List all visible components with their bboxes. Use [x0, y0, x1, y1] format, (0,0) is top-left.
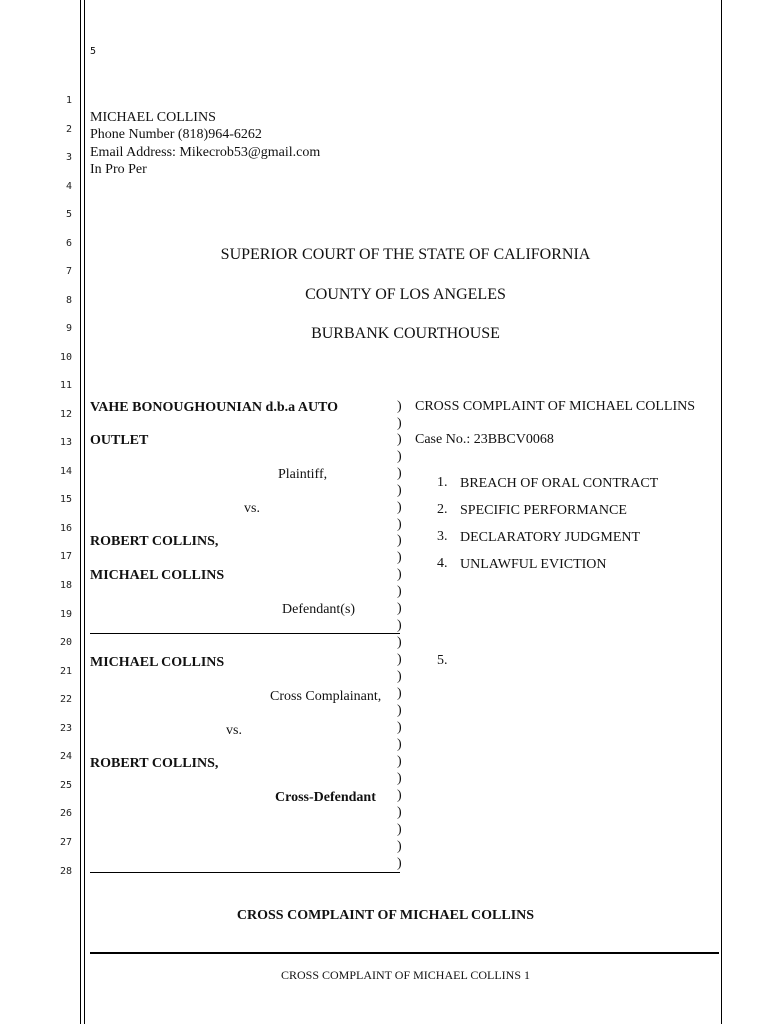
right-margin-rule — [721, 0, 722, 1024]
cause-text: SPECIFIC PERFORMANCE — [460, 503, 627, 518]
line-number: 17 — [59, 551, 72, 562]
caption-paren: ) — [397, 449, 402, 464]
caption-paren: ) — [397, 754, 402, 769]
line-number: 28 — [59, 866, 72, 877]
line-number: 8 — [65, 295, 72, 306]
left-margin-rule-inner — [84, 0, 85, 1024]
line-number: 9 — [65, 323, 72, 334]
line-number: 20 — [59, 637, 72, 648]
defendant-role: Defendant(s) — [282, 602, 356, 617]
line-number: 2 — [65, 124, 72, 135]
plaintiff-name-line1: VAHE BONOUGHOUNIAN d.b.a AUTO — [90, 400, 339, 415]
caption-paren: ) — [397, 567, 402, 582]
header-name: MICHAEL COLLINS — [90, 110, 216, 125]
caption-paren: ) — [397, 432, 402, 447]
court-courthouse: BURBANK COURTHOUSE — [311, 325, 500, 342]
caption-paren: ) — [397, 533, 402, 548]
cause-number: 4. — [437, 556, 448, 571]
line-number: 26 — [59, 808, 72, 819]
caption-paren: ) — [397, 703, 402, 718]
line-number: 16 — [59, 523, 72, 534]
cause-text: UNLAWFUL EVICTION — [460, 557, 607, 572]
line-number: 21 — [59, 666, 72, 677]
caption-paren: ) — [397, 517, 402, 532]
caption-paren: ) — [397, 416, 402, 431]
line-number: 18 — [59, 580, 72, 591]
versus-label: vs. — [244, 501, 260, 516]
line-number: 22 — [59, 694, 72, 705]
caption-paren: ) — [397, 584, 402, 599]
line-number: 14 — [59, 466, 72, 477]
cross-defendant-role: Cross-Defendant — [275, 790, 376, 805]
caption-paren: ) — [397, 737, 402, 752]
line-number: 6 — [65, 238, 72, 249]
line-number: 23 — [59, 723, 72, 734]
cause-number: 3. — [437, 529, 448, 544]
left-margin-rule-outer — [80, 0, 81, 1024]
line-number: 24 — [59, 751, 72, 762]
court-county: COUNTY OF LOS ANGELES — [305, 286, 506, 303]
line-number: 15 — [59, 494, 72, 505]
caption-paren: ) — [397, 720, 402, 735]
caption-bottom-rule — [90, 872, 400, 873]
caption-paren: ) — [397, 483, 402, 498]
caption-paren: ) — [397, 839, 402, 854]
caption-paren: ) — [397, 550, 402, 565]
cross-defendant-name: ROBERT COLLINS, — [90, 756, 219, 771]
page-marker: 5 — [90, 46, 97, 57]
caption-paren: ) — [397, 399, 402, 414]
caption-paren: ) — [397, 635, 402, 650]
header-phone: Phone Number (818)964-6262 — [90, 127, 262, 142]
header-email: Email Address: Mikecrob53@gmail.com — [90, 145, 321, 160]
footer-text: CROSS COMPLAINT OF MICHAEL COLLINS 1 — [280, 968, 531, 982]
caption-paren: ) — [397, 805, 402, 820]
case-number: Case No.: 23BBCV0068 — [415, 432, 554, 447]
caption-paren: ) — [397, 686, 402, 701]
caption-paren: ) — [397, 652, 402, 667]
line-number: 12 — [59, 409, 72, 420]
cause-number: 1. — [437, 475, 448, 490]
caption-paren: ) — [397, 466, 402, 481]
caption-paren: ) — [397, 669, 402, 684]
line-number: 5 — [65, 209, 72, 220]
pleading-title: CROSS COMPLAINT OF MICHAEL COLLINS — [415, 399, 696, 414]
line-number: 13 — [59, 437, 72, 448]
cross-complainant-role: Cross Complainant, — [270, 689, 382, 704]
line-number: 10 — [59, 352, 72, 363]
document-title: CROSS COMPLAINT OF MICHAEL COLLINS — [236, 908, 535, 923]
line-number: 3 — [65, 152, 72, 163]
defendant-name: MICHAEL COLLINS — [90, 568, 225, 583]
footer-rule — [90, 952, 719, 954]
court-name: SUPERIOR COURT OF THE STATE OF CALIFORNIA — [220, 246, 591, 263]
caption-paren: ) — [397, 822, 402, 837]
plaintiff-name-line2: OUTLET — [90, 433, 149, 448]
caption-paren: ) — [397, 500, 402, 515]
caption-paren: ) — [397, 618, 402, 633]
versus-label: vs. — [226, 723, 242, 738]
caption-paren: ) — [397, 856, 402, 871]
line-number: 4 — [65, 181, 72, 192]
cause-text: BREACH OF ORAL CONTRACT — [460, 476, 659, 491]
cause-number: 2. — [437, 502, 448, 517]
plaintiff-role: Plaintiff, — [278, 467, 328, 482]
line-number: 1 — [65, 95, 72, 106]
caption-paren: ) — [397, 788, 402, 803]
cause-text: DECLARATORY JUDGMENT — [460, 530, 641, 545]
header-status: In Pro Per — [90, 162, 147, 177]
defendant-name: ROBERT COLLINS, — [90, 534, 219, 549]
line-number: 19 — [59, 609, 72, 620]
cause-number: 5. — [437, 653, 448, 668]
line-number: 7 — [65, 266, 72, 277]
caption-paren: ) — [397, 601, 402, 616]
line-number: 27 — [59, 837, 72, 848]
line-number: 25 — [59, 780, 72, 791]
cross-complainant-name: MICHAEL COLLINS — [90, 655, 225, 670]
line-number: 11 — [59, 380, 72, 391]
caption-divider — [90, 633, 400, 634]
caption-paren: ) — [397, 771, 402, 786]
